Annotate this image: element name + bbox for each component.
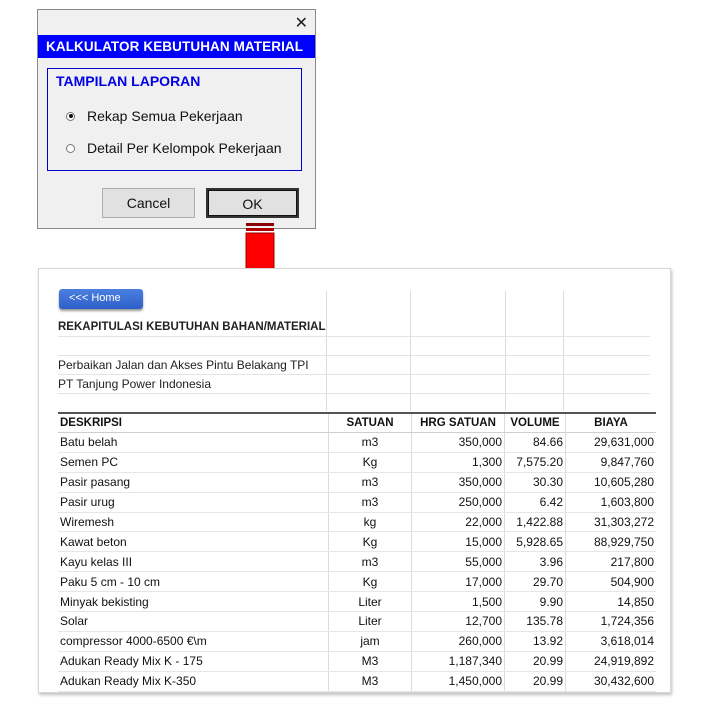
cell[interactable]: 5,928.65 [505, 532, 566, 552]
cell[interactable]: 217,800 [566, 552, 657, 572]
table-row [58, 532, 656, 552]
cell[interactable]: 3.96 [505, 552, 566, 572]
cell[interactable]: 15,000 [412, 532, 505, 552]
cell[interactable]: 1,187,340 [412, 651, 505, 671]
cell[interactable]: 20.99 [505, 671, 566, 691]
radio-unselected-icon[interactable] [66, 144, 75, 153]
cell[interactable]: 1,422.88 [505, 512, 566, 532]
table-row [58, 492, 656, 512]
project-name: Perbaikan Jalan dan Akses Pintu Belakang TPI [58, 358, 309, 372]
cell[interactable]: Paku 5 cm - 10 cm [58, 572, 329, 592]
cell[interactable]: 20.99 [505, 651, 566, 671]
table-row [58, 651, 656, 671]
cell[interactable]: 55,000 [412, 552, 505, 572]
cell[interactable]: M3 [329, 651, 412, 671]
cell[interactable]: Batu belah [58, 433, 329, 453]
cell[interactable]: Minyak bekisting [58, 592, 329, 612]
cell[interactable]: 30.30 [505, 472, 566, 492]
cell[interactable]: 29,631,000 [566, 433, 657, 453]
column-header: HRG SATUAN [412, 413, 505, 433]
cell[interactable]: M3 [329, 671, 412, 691]
company-name: PT Tanjung Power Indonesia [58, 377, 211, 391]
cell[interactable]: Liter [329, 612, 412, 632]
cell[interactable]: 350,000 [412, 472, 505, 492]
column-header: BIAYA [566, 413, 657, 433]
cell[interactable]: m3 [329, 492, 412, 512]
cell[interactable]: 13.92 [505, 631, 566, 651]
cell[interactable]: jam [329, 631, 412, 651]
report-view-frame [47, 68, 302, 171]
grid-line [58, 355, 650, 356]
grid-line [58, 374, 650, 375]
table-row [58, 472, 656, 492]
table-row [58, 512, 656, 532]
cell[interactable]: 250,000 [412, 492, 505, 512]
table-row [58, 671, 656, 691]
cell[interactable]: 1,300 [412, 452, 505, 472]
material-table [58, 412, 656, 692]
cell[interactable]: 10,605,280 [566, 472, 657, 492]
cancel-button[interactable]: Cancel [102, 188, 195, 218]
cell[interactable]: Wiremesh [58, 512, 329, 532]
grid-line [58, 336, 650, 337]
frame-title: TAMPILAN LAPORAN [56, 73, 201, 89]
cell[interactable]: Adukan Ready Mix K-350 [58, 671, 329, 691]
cell[interactable]: 135.78 [505, 612, 566, 632]
cell[interactable]: 260,000 [412, 631, 505, 651]
cell[interactable]: Solar [58, 612, 329, 632]
option-label: Detail Per Kelompok Pekerjaan [87, 140, 282, 156]
cell[interactable]: 350,000 [412, 433, 505, 453]
cell[interactable]: 31,303,272 [566, 512, 657, 532]
table-row [58, 552, 656, 572]
cell[interactable]: 1,500 [412, 592, 505, 612]
cell[interactable]: kg [329, 512, 412, 532]
cell[interactable]: Kayu kelas III [58, 552, 329, 572]
cell[interactable]: 29.70 [505, 572, 566, 592]
radio-selected-icon[interactable] [66, 112, 75, 121]
cell[interactable]: 24,919,892 [566, 651, 657, 671]
home-button[interactable]: <<< Home [59, 289, 143, 309]
ok-button[interactable]: OK [206, 188, 299, 218]
cell[interactable]: Kg [329, 452, 412, 472]
cell[interactable]: Pasir urug [58, 492, 329, 512]
grid-line [58, 393, 650, 394]
report-title: REKAPITULASI KEBUTUHAN BAHAN/MATERIAL [58, 321, 326, 333]
cell[interactable]: 1,450,000 [412, 671, 505, 691]
cell[interactable]: m3 [329, 433, 412, 453]
table-row [58, 433, 656, 453]
cell[interactable]: Semen PC [58, 452, 329, 472]
cell[interactable]: 6.42 [505, 492, 566, 512]
option-detail-kelompok[interactable] [66, 140, 282, 156]
dialog-title: KALKULATOR KEBUTUHAN MATERIAL [38, 35, 315, 58]
table-row [58, 572, 656, 592]
cell[interactable]: Kawat beton [58, 532, 329, 552]
cell[interactable]: 1,724,356 [566, 612, 657, 632]
cell[interactable]: m3 [329, 472, 412, 492]
table-row [58, 631, 656, 651]
table-row [58, 452, 656, 472]
cell[interactable]: Liter [329, 592, 412, 612]
cell[interactable]: 504,900 [566, 572, 657, 592]
cell[interactable]: compressor 4000-6500 €\m [58, 631, 329, 651]
column-header: DESKRIPSI [58, 413, 329, 433]
cell[interactable]: 22,000 [412, 512, 505, 532]
cell[interactable]: m3 [329, 552, 412, 572]
material-calculator-dialog [37, 9, 316, 229]
table-header-row [58, 413, 656, 433]
cell[interactable]: Kg [329, 532, 412, 552]
option-rekap-semua[interactable] [66, 108, 243, 124]
cell[interactable]: Pasir pasang [58, 472, 329, 492]
cell[interactable]: Adukan Ready Mix K - 175 [58, 651, 329, 671]
cell[interactable]: 17,000 [412, 572, 505, 592]
cell[interactable]: 9.90 [505, 592, 566, 612]
cell[interactable]: 84.66 [505, 433, 566, 453]
cell[interactable]: 7,575.20 [505, 452, 566, 472]
column-header: VOLUME [505, 413, 566, 433]
table-row [58, 612, 656, 632]
cell[interactable]: 30,432,600 [566, 671, 657, 691]
cell[interactable]: 3,618,014 [566, 631, 657, 651]
cell[interactable]: 9,847,760 [566, 452, 657, 472]
option-label: Rekap Semua Pekerjaan [87, 108, 243, 124]
table-row [58, 592, 656, 612]
material-report-sheet [38, 268, 671, 693]
cell[interactable]: 12,700 [412, 612, 505, 632]
cell[interactable]: 1,603,800 [566, 492, 657, 512]
close-icon[interactable]: ✕ [294, 13, 308, 32]
cell[interactable]: 14,850 [566, 592, 657, 612]
cell[interactable]: Kg [329, 572, 412, 592]
cell[interactable]: 88,929,750 [566, 532, 657, 552]
column-header: SATUAN [329, 413, 412, 433]
